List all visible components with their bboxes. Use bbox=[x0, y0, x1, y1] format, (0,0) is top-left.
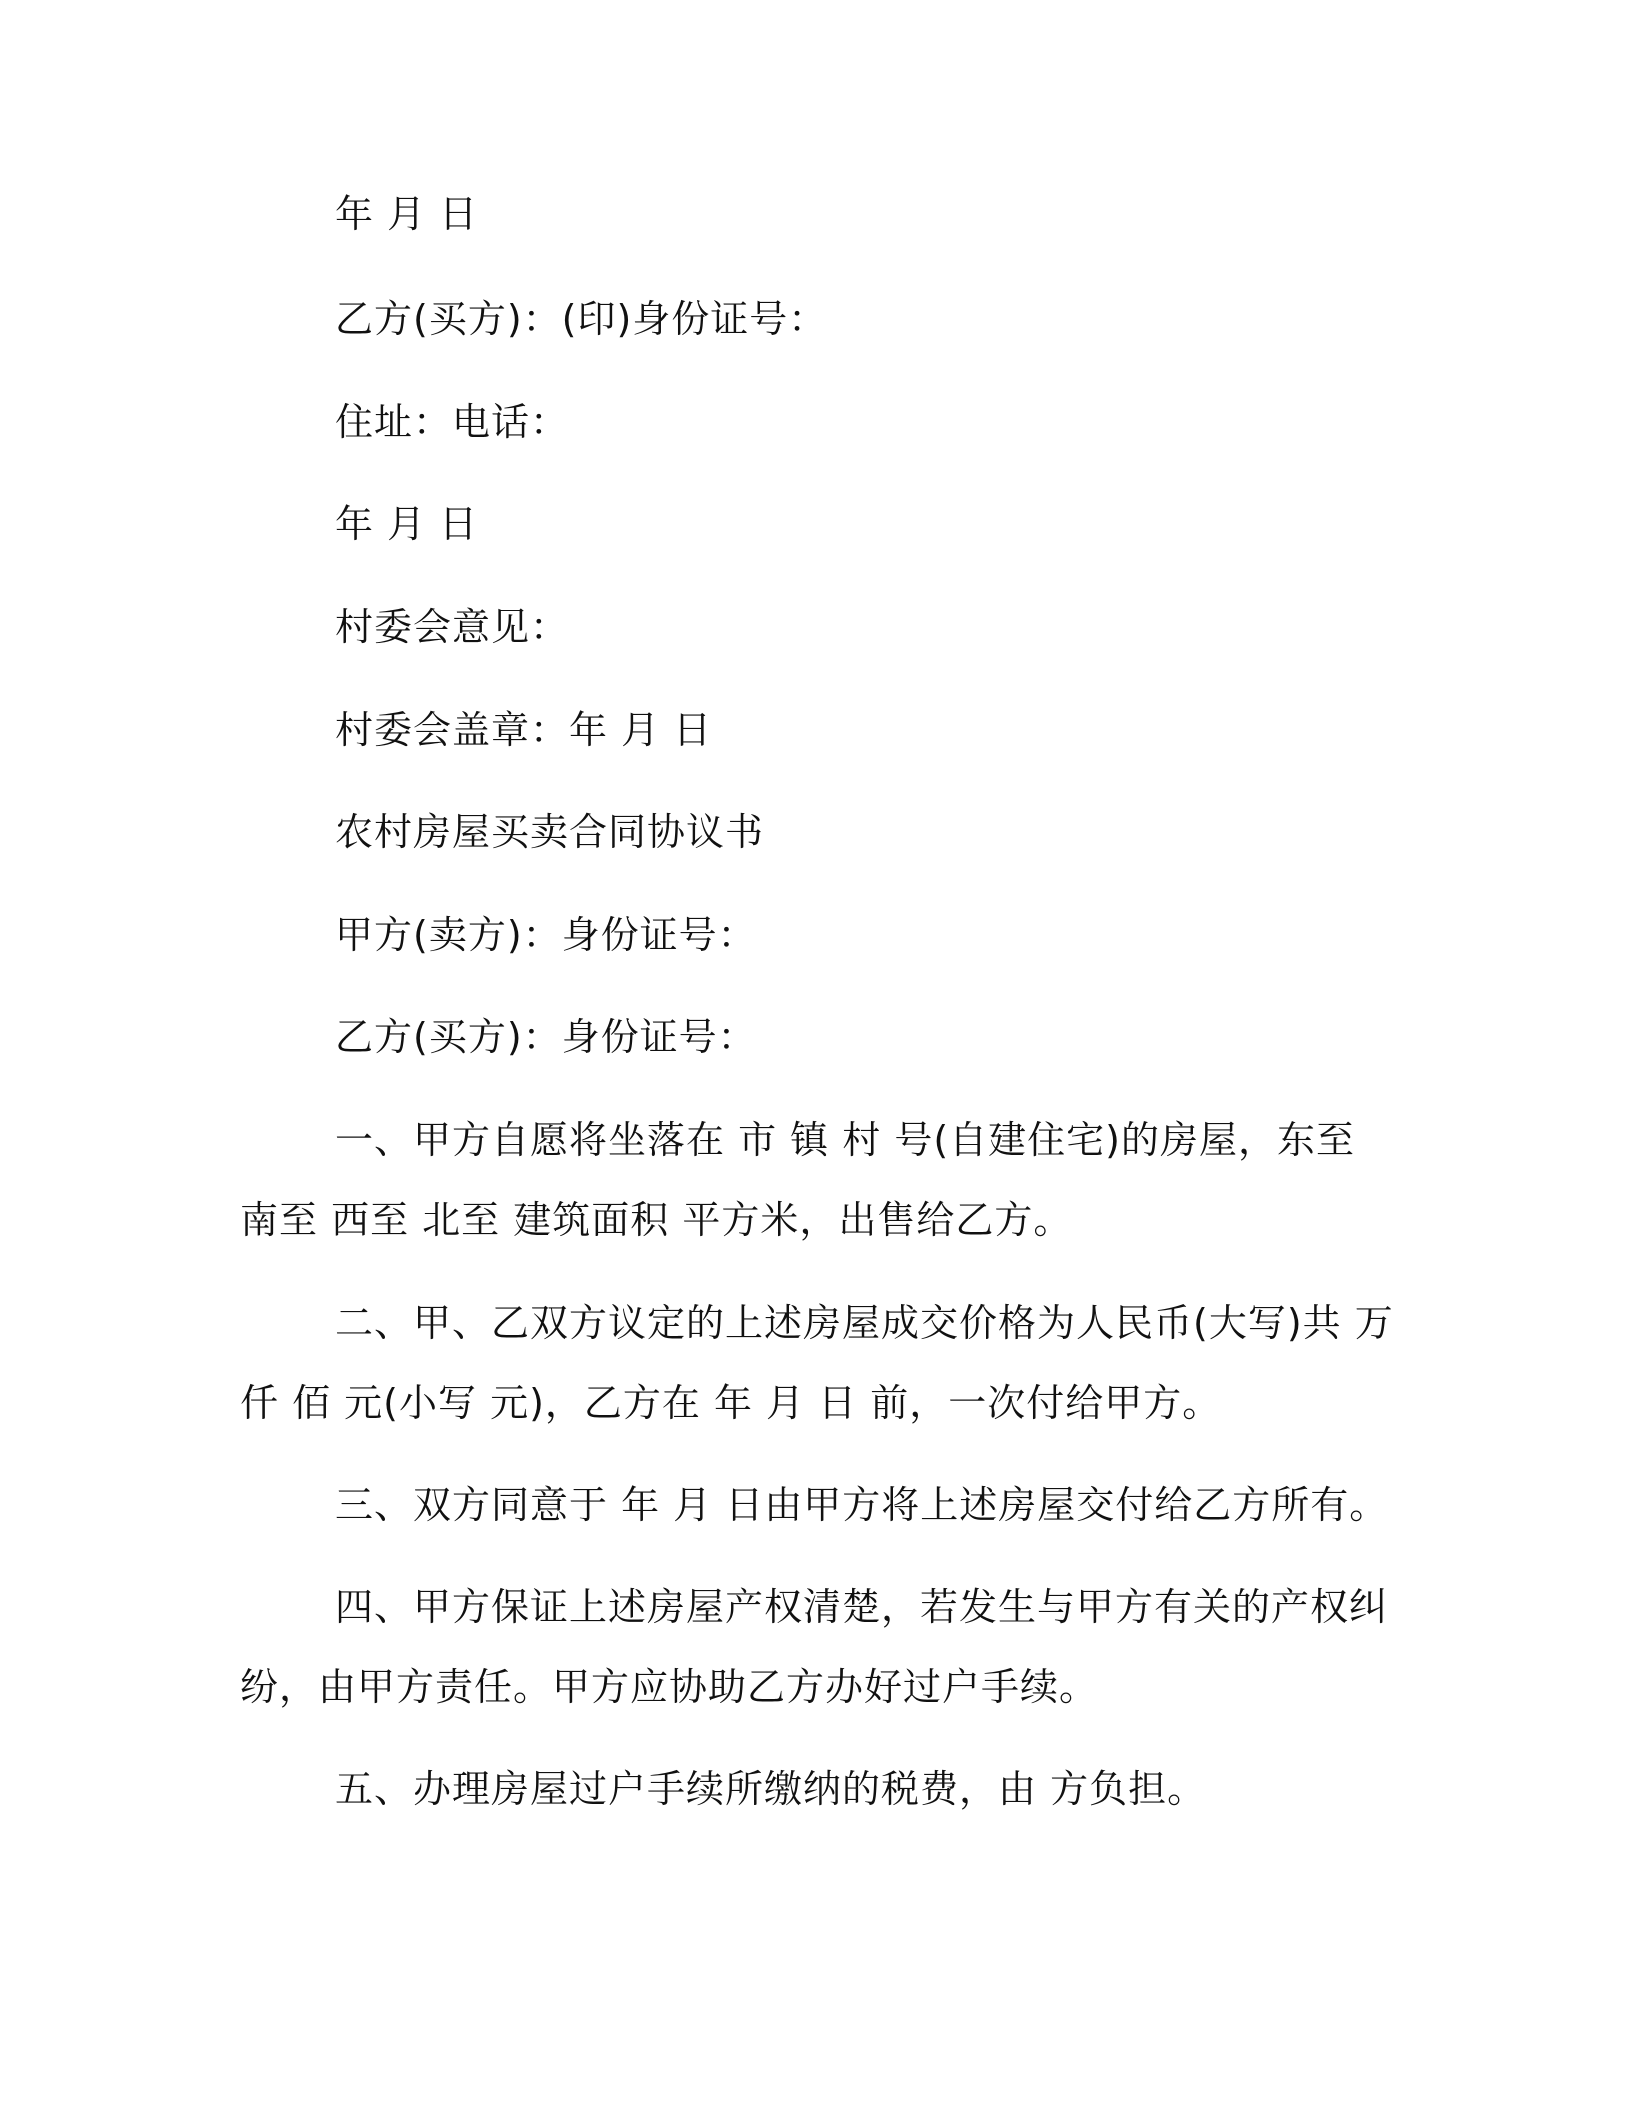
address-phone-line: 住址：电话： bbox=[335, 400, 570, 444]
date-line-seller: 年 月 日 bbox=[335, 192, 479, 236]
village-committee-seal-line: 村委会盖章：年 月 日 bbox=[335, 708, 713, 752]
village-committee-opinion: 村委会意见： bbox=[335, 605, 570, 649]
clause-4: 四、甲方保证上述房屋产权清楚，若发生与甲方有关的产权纠纷，由甲方责任。甲方应协助乙方办好过户手续。 bbox=[240, 1585, 1389, 1709]
seller-id-line: 甲方(卖方)：身份证号： bbox=[335, 913, 757, 957]
buyer-signature-line: 乙方(买方)：(印)身份证号： bbox=[335, 297, 828, 341]
clause-2: 二、甲、乙双方议定的上述房屋成交价格为人民币(大写)共 万 仟 佰 元(小写 元)，乙方在 年 月 日 前，一次付给甲方。 bbox=[240, 1301, 1394, 1425]
buyer-id-line: 乙方(买方)：身份证号： bbox=[335, 1015, 757, 1059]
date-line-buyer: 年 月 日 bbox=[335, 502, 479, 546]
clause-3: 三、双方同意于 年 月 日由甲方将上述房屋交付给乙方所有。 bbox=[335, 1483, 1389, 1527]
clause-5: 五、办理房屋过户手续所缴纳的税费，由 方负担。 bbox=[335, 1767, 1207, 1811]
document-title: 农村房屋买卖合同协议书 bbox=[335, 810, 765, 854]
clause-1: 一、甲方自愿将坐落在 市 镇 村 号(自建住宅)的房屋，东至 南至 西至 北至 建筑面积 平方米，出售给乙方。 bbox=[240, 1118, 1355, 1242]
